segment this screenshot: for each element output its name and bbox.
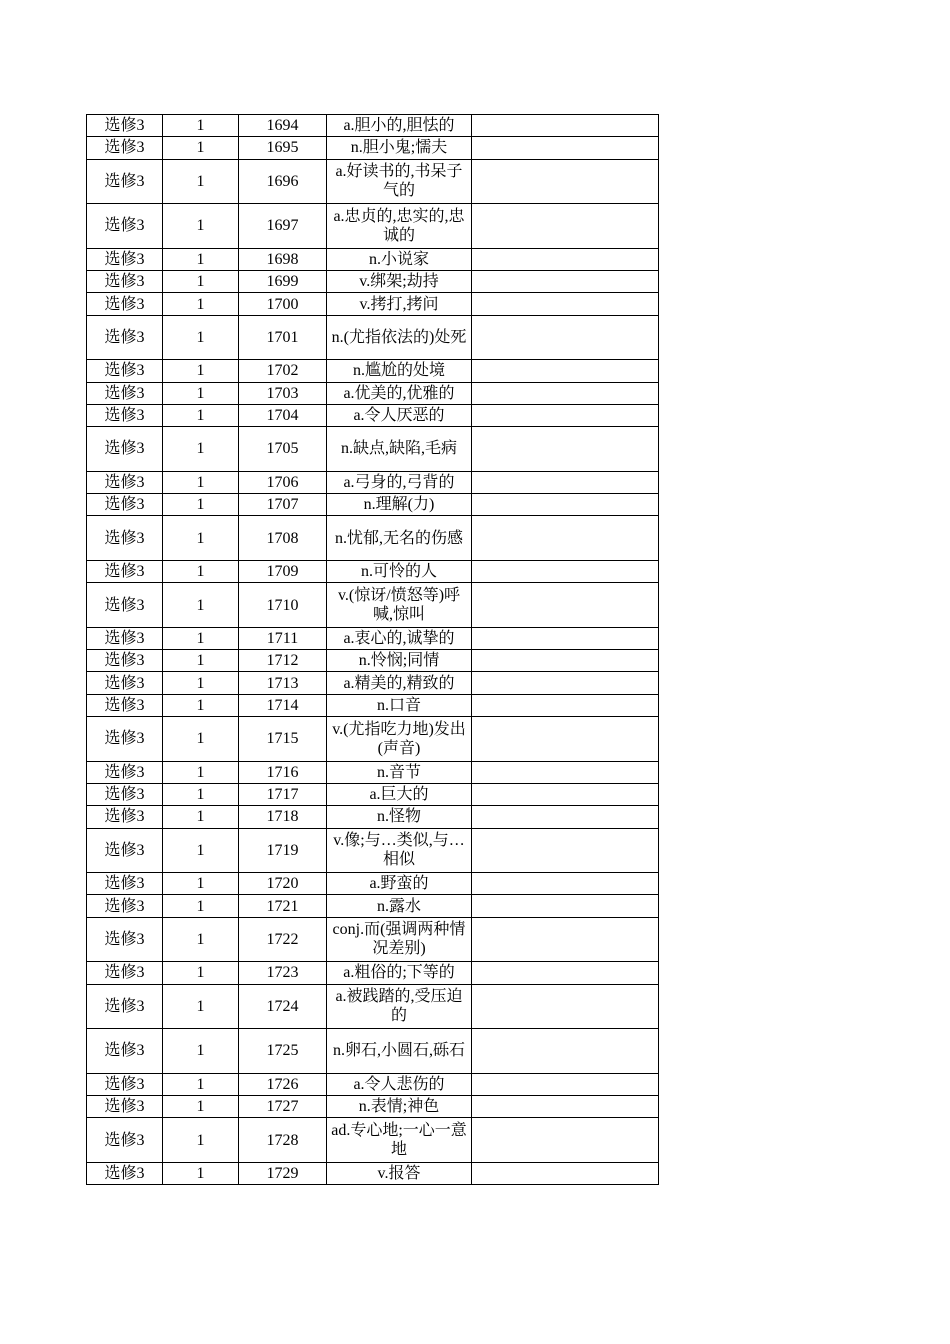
word-cell: [472, 137, 659, 159]
unit-cell: 1: [163, 917, 239, 962]
definition-cell: n.胆小鬼;懦夫: [327, 137, 472, 159]
book-cell: 选修3: [87, 873, 163, 895]
definition-cell: a.粗俗的;下等的: [327, 962, 472, 984]
book-cell: 选修3: [87, 427, 163, 472]
number-cell: 1728: [239, 1118, 327, 1163]
unit-cell: 1: [163, 895, 239, 917]
definition-cell: a.令人悲伤的: [327, 1073, 472, 1095]
unit-cell: 1: [163, 984, 239, 1029]
definition-cell: n.可怜的人: [327, 560, 472, 582]
word-cell: [472, 204, 659, 249]
unit-cell: 1: [163, 560, 239, 582]
unit-cell: 1: [163, 694, 239, 716]
word-cell: [472, 806, 659, 828]
definition-cell: n.(尤指依法的)处死: [327, 315, 472, 360]
unit-cell: 1: [163, 672, 239, 694]
book-cell: 选修3: [87, 694, 163, 716]
number-cell: 1696: [239, 159, 327, 204]
unit-cell: 1: [163, 315, 239, 360]
word-cell: [472, 828, 659, 873]
unit-cell: 1: [163, 1096, 239, 1118]
definition-cell: v.(尤指吃力地)发出(声音): [327, 717, 472, 762]
number-cell: 1709: [239, 560, 327, 582]
word-cell: [472, 1073, 659, 1095]
word-cell: [472, 1162, 659, 1184]
definition-cell: n.缺点,缺陷,毛病: [327, 427, 472, 472]
word-cell: [472, 895, 659, 917]
word-cell: [472, 271, 659, 293]
number-cell: 1720: [239, 873, 327, 895]
number-cell: 1717: [239, 783, 327, 805]
vocabulary-table-body: [87, 115, 659, 1185]
definition-cell: a.忠贞的,忠实的,忠诚的: [327, 204, 472, 249]
definition-cell: n.尴尬的处境: [327, 360, 472, 382]
table-row: [87, 761, 659, 783]
number-cell: 1713: [239, 672, 327, 694]
number-cell: 1725: [239, 1029, 327, 1074]
unit-cell: 1: [163, 828, 239, 873]
number-cell: 1722: [239, 917, 327, 962]
table-row: [87, 1073, 659, 1095]
table-row: [87, 293, 659, 315]
table-row: [87, 806, 659, 828]
word-cell: [472, 248, 659, 270]
number-cell: 1718: [239, 806, 327, 828]
unit-cell: 1: [163, 137, 239, 159]
definition-cell: n.小说家: [327, 248, 472, 270]
book-cell: 选修3: [87, 404, 163, 426]
number-cell: 1712: [239, 650, 327, 672]
table-row: [87, 315, 659, 360]
word-cell: [472, 672, 659, 694]
table-row: [87, 583, 659, 628]
definition-cell: n.音节: [327, 761, 472, 783]
word-cell: [472, 293, 659, 315]
table-row: [87, 494, 659, 516]
definition-cell: ad.专心地;一心一意地: [327, 1118, 472, 1163]
number-cell: 1711: [239, 627, 327, 649]
definition-cell: v.像;与…类似,与…相似: [327, 828, 472, 873]
unit-cell: 1: [163, 204, 239, 249]
number-cell: 1704: [239, 404, 327, 426]
vocabulary-table: [86, 114, 659, 1185]
book-cell: 选修3: [87, 560, 163, 582]
definition-cell: n.露水: [327, 895, 472, 917]
book-cell: 选修3: [87, 1073, 163, 1095]
table-row: [87, 248, 659, 270]
table-row: [87, 115, 659, 137]
book-cell: 选修3: [87, 1118, 163, 1163]
table-row: [87, 1029, 659, 1074]
number-cell: 1701: [239, 315, 327, 360]
number-cell: 1708: [239, 516, 327, 561]
number-cell: 1703: [239, 382, 327, 404]
number-cell: 1715: [239, 717, 327, 762]
word-cell: [472, 427, 659, 472]
word-cell: [472, 159, 659, 204]
word-cell: [472, 984, 659, 1029]
word-cell: [472, 115, 659, 137]
book-cell: 选修3: [87, 1029, 163, 1074]
book-cell: 选修3: [87, 962, 163, 984]
unit-cell: 1: [163, 1118, 239, 1163]
unit-cell: 1: [163, 650, 239, 672]
book-cell: 选修3: [87, 761, 163, 783]
word-cell: [472, 917, 659, 962]
table-row: [87, 895, 659, 917]
table-row: [87, 694, 659, 716]
word-cell: [472, 962, 659, 984]
number-cell: 1716: [239, 761, 327, 783]
table-row: [87, 427, 659, 472]
table-row: [87, 627, 659, 649]
unit-cell: 1: [163, 627, 239, 649]
book-cell: 选修3: [87, 471, 163, 493]
unit-cell: 1: [163, 962, 239, 984]
number-cell: 1694: [239, 115, 327, 137]
book-cell: 选修3: [87, 137, 163, 159]
unit-cell: 1: [163, 159, 239, 204]
table-row: [87, 962, 659, 984]
definition-cell: a.衷心的,诚挚的: [327, 627, 472, 649]
table-row: [87, 650, 659, 672]
number-cell: 1729: [239, 1162, 327, 1184]
book-cell: 选修3: [87, 672, 163, 694]
word-cell: [472, 583, 659, 628]
definition-cell: n.怜悯;同情: [327, 650, 472, 672]
word-cell: [472, 783, 659, 805]
word-cell: [472, 873, 659, 895]
book-cell: 选修3: [87, 315, 163, 360]
book-cell: 选修3: [87, 717, 163, 762]
definition-cell: v.拷打,拷问: [327, 293, 472, 315]
unit-cell: 1: [163, 1162, 239, 1184]
definition-cell: a.精美的,精致的: [327, 672, 472, 694]
unit-cell: 1: [163, 873, 239, 895]
definition-cell: v.绑架;劫持: [327, 271, 472, 293]
number-cell: 1710: [239, 583, 327, 628]
table-row: [87, 204, 659, 249]
table-row: [87, 382, 659, 404]
unit-cell: 1: [163, 471, 239, 493]
table-row: [87, 516, 659, 561]
definition-cell: n.理解(力): [327, 494, 472, 516]
word-cell: [472, 494, 659, 516]
table-row: [87, 471, 659, 493]
number-cell: 1724: [239, 984, 327, 1029]
book-cell: 选修3: [87, 271, 163, 293]
number-cell: 1727: [239, 1096, 327, 1118]
definition-cell: a.弓身的,弓背的: [327, 471, 472, 493]
word-cell: [472, 404, 659, 426]
book-cell: 选修3: [87, 382, 163, 404]
book-cell: 选修3: [87, 984, 163, 1029]
table-row: [87, 159, 659, 204]
unit-cell: 1: [163, 494, 239, 516]
table-row: [87, 717, 659, 762]
book-cell: 选修3: [87, 293, 163, 315]
number-cell: 1698: [239, 248, 327, 270]
number-cell: 1700: [239, 293, 327, 315]
unit-cell: 1: [163, 248, 239, 270]
book-cell: 选修3: [87, 1162, 163, 1184]
word-cell: [472, 1118, 659, 1163]
definition-cell: n.口音: [327, 694, 472, 716]
unit-cell: 1: [163, 360, 239, 382]
table-row: [87, 1096, 659, 1118]
table-row: [87, 984, 659, 1029]
table-row: [87, 1162, 659, 1184]
book-cell: 选修3: [87, 895, 163, 917]
book-cell: 选修3: [87, 650, 163, 672]
table-row: [87, 404, 659, 426]
word-cell: [472, 382, 659, 404]
definition-cell: a.令人厌恶的: [327, 404, 472, 426]
word-cell: [472, 471, 659, 493]
word-cell: [472, 650, 659, 672]
definition-cell: a.好读书的,书呆子气的: [327, 159, 472, 204]
table-row: [87, 873, 659, 895]
number-cell: 1699: [239, 271, 327, 293]
book-cell: 选修3: [87, 204, 163, 249]
word-cell: [472, 315, 659, 360]
unit-cell: 1: [163, 783, 239, 805]
book-cell: 选修3: [87, 583, 163, 628]
unit-cell: 1: [163, 761, 239, 783]
book-cell: 选修3: [87, 917, 163, 962]
table-row: [87, 1118, 659, 1163]
unit-cell: 1: [163, 516, 239, 561]
book-cell: 选修3: [87, 494, 163, 516]
unit-cell: 1: [163, 717, 239, 762]
definition-cell: a.胆小的,胆怯的: [327, 115, 472, 137]
number-cell: 1697: [239, 204, 327, 249]
book-cell: 选修3: [87, 783, 163, 805]
table-row: [87, 360, 659, 382]
unit-cell: 1: [163, 382, 239, 404]
book-cell: 选修3: [87, 115, 163, 137]
unit-cell: 1: [163, 583, 239, 628]
table-row: [87, 271, 659, 293]
definition-cell: n.忧郁,无名的伤感: [327, 516, 472, 561]
word-cell: [472, 627, 659, 649]
table-row: [87, 672, 659, 694]
number-cell: 1707: [239, 494, 327, 516]
number-cell: 1714: [239, 694, 327, 716]
definition-cell: a.野蛮的: [327, 873, 472, 895]
number-cell: 1702: [239, 360, 327, 382]
book-cell: 选修3: [87, 806, 163, 828]
word-cell: [472, 1029, 659, 1074]
definition-cell: n.表情;神色: [327, 1096, 472, 1118]
unit-cell: 1: [163, 1029, 239, 1074]
definition-cell: a.巨大的: [327, 783, 472, 805]
table-row: [87, 560, 659, 582]
unit-cell: 1: [163, 1073, 239, 1095]
number-cell: 1719: [239, 828, 327, 873]
number-cell: 1721: [239, 895, 327, 917]
word-cell: [472, 516, 659, 561]
word-cell: [472, 560, 659, 582]
definition-cell: conj.而(强调两种情况差别): [327, 917, 472, 962]
book-cell: 选修3: [87, 627, 163, 649]
number-cell: 1695: [239, 137, 327, 159]
unit-cell: 1: [163, 115, 239, 137]
book-cell: 选修3: [87, 828, 163, 873]
definition-cell: a.优美的,优雅的: [327, 382, 472, 404]
number-cell: 1726: [239, 1073, 327, 1095]
definition-cell: n.卵石,小圆石,砾石: [327, 1029, 472, 1074]
word-cell: [472, 1096, 659, 1118]
unit-cell: 1: [163, 427, 239, 472]
number-cell: 1706: [239, 471, 327, 493]
number-cell: 1705: [239, 427, 327, 472]
book-cell: 选修3: [87, 1096, 163, 1118]
book-cell: 选修3: [87, 516, 163, 561]
table-row: [87, 917, 659, 962]
unit-cell: 1: [163, 404, 239, 426]
book-cell: 选修3: [87, 159, 163, 204]
definition-cell: n.怪物: [327, 806, 472, 828]
number-cell: 1723: [239, 962, 327, 984]
definition-cell: v.报答: [327, 1162, 472, 1184]
word-cell: [472, 717, 659, 762]
word-cell: [472, 360, 659, 382]
definition-cell: a.被践踏的,受压迫的: [327, 984, 472, 1029]
book-cell: 选修3: [87, 248, 163, 270]
unit-cell: 1: [163, 293, 239, 315]
word-cell: [472, 761, 659, 783]
table-row: [87, 137, 659, 159]
table-row: [87, 828, 659, 873]
definition-cell: v.(惊讶/愤怒等)呼喊,惊叫: [327, 583, 472, 628]
word-cell: [472, 694, 659, 716]
table-row: [87, 783, 659, 805]
unit-cell: 1: [163, 806, 239, 828]
unit-cell: 1: [163, 271, 239, 293]
book-cell: 选修3: [87, 360, 163, 382]
